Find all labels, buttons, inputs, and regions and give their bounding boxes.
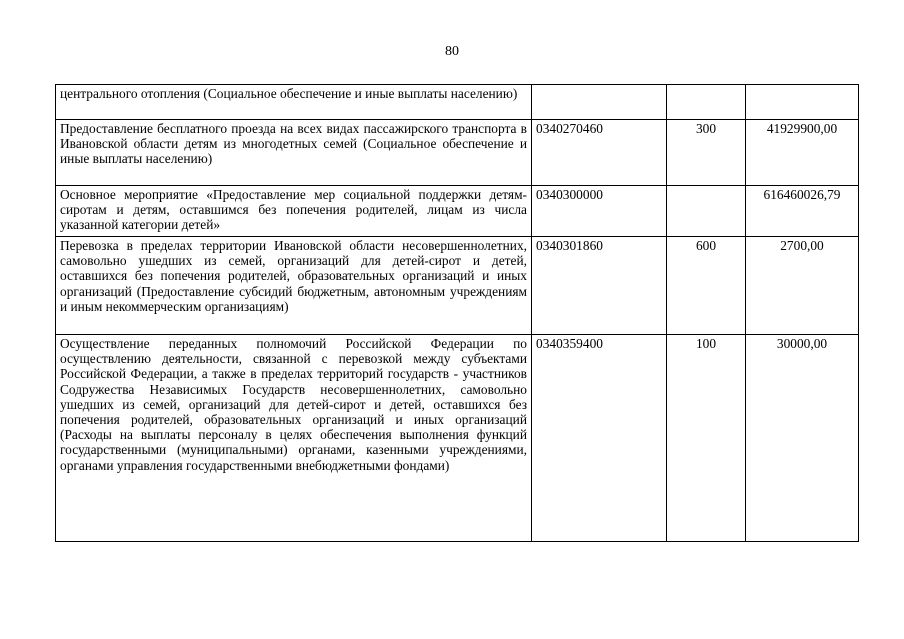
table-row bbox=[56, 335, 859, 542]
expense-name-cell: Перевозка в пределах территории Ивановской области несовершеннолетних, самовольно ушедших из семей, организаций для детей-сирот и детей, оставшихся без попечения родителей, образовательных организаций и иных организаций (Предоставление субсидий бюджетным, автономным учреждениям и иным некоммерческим организациям) bbox=[56, 237, 532, 335]
expense-name-cell: Предоставление бесплатного проезда на всех видах пассажирского транспорта в Ивановской области детям из многодетных семей (Социальное обеспечение и иные выплаты населению) bbox=[56, 120, 532, 186]
target-code-cell: 0340270460 bbox=[532, 120, 667, 186]
amount-cell: 41929900,00 bbox=[746, 120, 859, 186]
target-code-cell: 0340300000 bbox=[532, 186, 667, 237]
amount-cell: 2700,00 bbox=[746, 237, 859, 335]
expense-type-cell: 300 bbox=[667, 120, 746, 186]
expense-name-cell: Осуществление переданных полномочий Российской Федерации по осуществлению деятельности, связанной с перевозкой между субъектами Российской Федерации, а также в пределах территорий государств - участников Содружества Независимых Государств несовершеннолетних, самовольно ушедших из семей, организаций для детей-сирот и детей, оставшихся без попечения родителей, образовательных организаций и иных организаций (Расходы на выплаты персоналу в целях обеспечения выполнения функций государственными (муниципальными) органами, казенными учреждениями, органами управления государственными внебюджетными фондами) bbox=[56, 335, 532, 542]
target-code-cell bbox=[532, 85, 667, 120]
expense-name-cell: Основное мероприятие «Предоставление мер социальной поддержки детям-сиротам и детям, оставшимся без попечения родителей, лицам из числа указанной категории детей» bbox=[56, 186, 532, 237]
target-code-cell: 0340301860 bbox=[532, 237, 667, 335]
amount-cell bbox=[746, 85, 859, 120]
amount-cell: 30000,00 bbox=[746, 335, 859, 542]
expense-type-cell bbox=[667, 85, 746, 120]
table-row bbox=[56, 120, 859, 186]
expense-type-cell: 100 bbox=[667, 335, 746, 542]
expense-type-cell bbox=[667, 186, 746, 237]
target-code-cell: 0340359400 bbox=[532, 335, 667, 542]
table-row bbox=[56, 237, 859, 335]
expense-type-cell: 600 bbox=[667, 237, 746, 335]
budget-table bbox=[55, 84, 859, 542]
amount-cell: 616460026,79 bbox=[746, 186, 859, 237]
table-row bbox=[56, 186, 859, 237]
expense-name-cell: центрального отопления (Социальное обеспечение и иные выплаты населению) bbox=[56, 85, 532, 120]
page-number: 80 bbox=[445, 44, 459, 59]
table-row bbox=[56, 85, 859, 120]
